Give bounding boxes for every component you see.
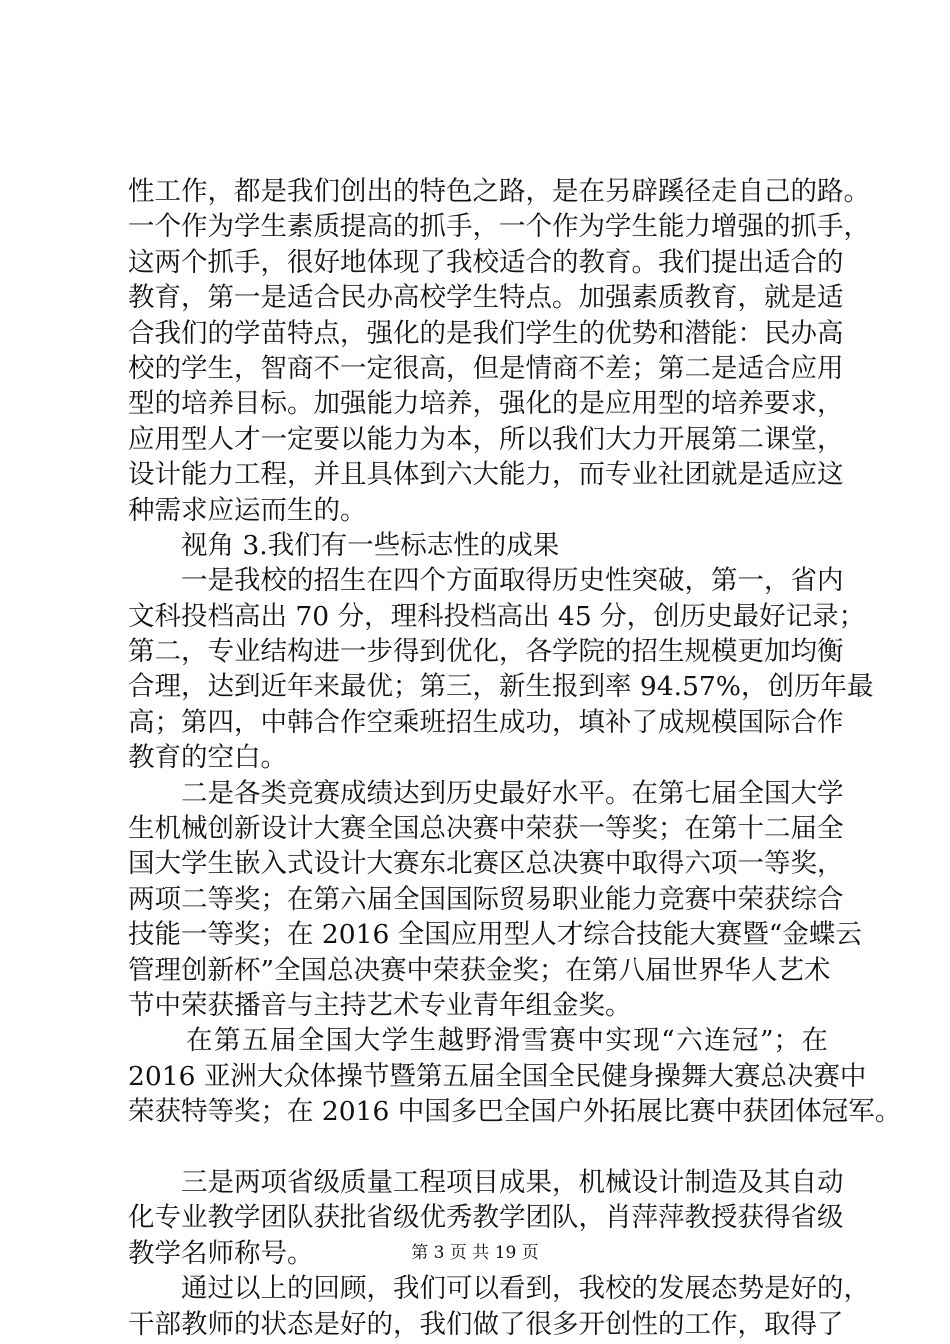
text-line: 第二，专业结构进一步得到优化，各学院的招生规模更加均衡 bbox=[128, 636, 844, 668]
text-line: 文科投档高出 70 分，理科投档高出 45 分，创历史最好记录； bbox=[128, 600, 866, 632]
text-line: 生机械创新设计大赛全国总决赛中荣获一等奖；在第十二届全 bbox=[128, 813, 844, 845]
text-line: 型的培养目标。加强能力培养，强化的是应用型的培养要求， bbox=[128, 388, 844, 420]
text-line: 在第五届全国大学生越野滑雪赛中实现“六连冠”；在 bbox=[186, 1025, 828, 1057]
text-line: 合理，达到近年来最优；第三，新生报到率 94.57%，创历年最 bbox=[128, 671, 874, 703]
text-line: 2016 亚洲大众体操节暨第五届全国全民健身操舞大赛总决赛中 bbox=[128, 1060, 867, 1092]
text-line: 通过以上的回顾，我们可以看到，我校的发展态势是好的， bbox=[181, 1273, 870, 1305]
section-heading: 视角 3.我们有一些标志性的成果 bbox=[181, 529, 560, 561]
text-line: 一是我校的招生在四个方面取得历史性突破，第一，省内 bbox=[181, 565, 844, 597]
text-line: 干部教师的状态是好的，我们做了很多开创性的工作，取得了 bbox=[128, 1308, 844, 1340]
text-line: 节中荣获播音与主持艺术专业青年组金奖。 bbox=[128, 989, 632, 1021]
body-text bbox=[128, 174, 902, 1342]
text-line: 教育，第一是适合民办高校学生特点。加强素质教育，就是适 bbox=[128, 282, 844, 314]
text-line: 国大学生嵌入式设计大赛东北赛区总决赛中取得六项一等奖， bbox=[128, 848, 844, 880]
text-line: 化专业教学团队获批省级优秀教学团队，肖萍萍教授获得省级 bbox=[128, 1202, 844, 1234]
text-line: 这两个抓手，很好地体现了我校适合的教育。我们提出适合的 bbox=[128, 246, 844, 278]
text-line: 种需求应运而生的。 bbox=[128, 494, 367, 526]
page-number-footer: 第 3 页 共 19 页 bbox=[411, 1243, 539, 1263]
text-line: 一个作为学生素质提高的抓手，一个作为学生能力增强的抓手， bbox=[128, 211, 870, 243]
text-line: 合我们的学苗特点，强化的是我们学生的优势和潜能：民办高 bbox=[128, 317, 844, 349]
text-line: 高；第四，中韩合作空乘班招生成功，填补了成规模国际合作 bbox=[128, 706, 844, 738]
text-line: 技能一等奖；在 2016 全国应用型人才综合技能大赛暨“金蝶云 bbox=[128, 919, 862, 951]
text-line: 两项二等奖；在第六届全国国际贸易职业能力竞赛中荣获综合 bbox=[128, 883, 844, 915]
text-line: 二是各类竞赛成绩达到历史最好水平。在第七届全国大学 bbox=[181, 777, 844, 809]
text-line: 应用型人才一定要以能力为本，所以我们大力开展第二课堂， bbox=[128, 423, 844, 455]
text-line: 教育的空白。 bbox=[128, 742, 287, 774]
text-line: 教学名师称号。 bbox=[128, 1237, 314, 1269]
text-line: 性工作，都是我们创出的特色之路，是在另辟蹊径走自己的路。 bbox=[128, 176, 870, 207]
text-line: 荣获特等奖；在 2016 中国多巴全国户外拓展比赛中获团体冠军。 bbox=[128, 1096, 902, 1128]
text-line: 管理创新杯”全国总决赛中荣获金奖；在第八届世界华人艺术 bbox=[128, 954, 831, 986]
blank-line bbox=[128, 1130, 828, 1165]
text-line: 设计能力工程，并且具体到六大能力，而专业社团就是适应这 bbox=[128, 459, 844, 491]
text-line: 校的学生，智商不一定很高，但是情商不差；第二是适合应用 bbox=[128, 352, 844, 384]
text-line: 三是两项省级质量工程项目成果，机械设计制造及其自动 bbox=[181, 1166, 844, 1198]
